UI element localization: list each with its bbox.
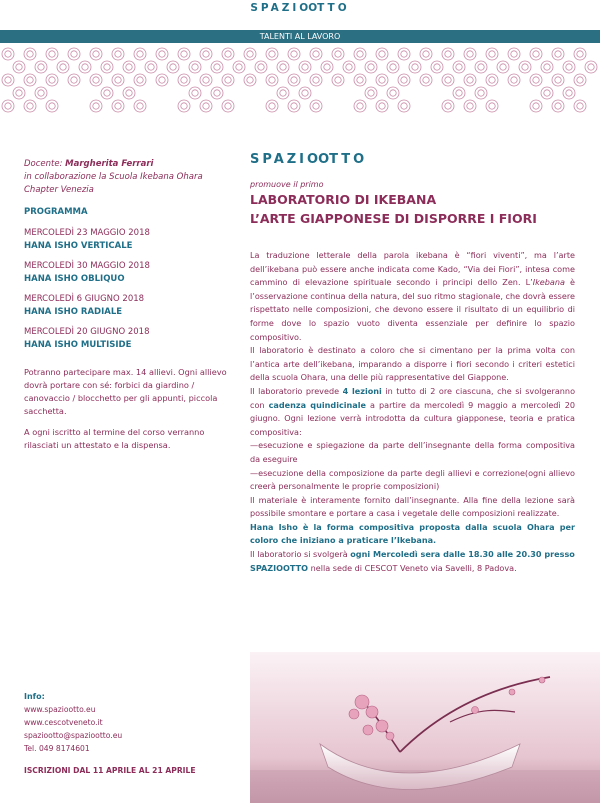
brand-text-a: SPAZI	[250, 2, 300, 14]
paragraph-1: La traduzione letterale della parola ikebana è “fiori viventi”, ma l’arte dell’ikebana può essere anche indicata come Kado, “Via dei Fiori”, intesa come cammino di elevazione spirituale secondo i principi dello Zen. L’Ikebana è l’osservazione continua della natura, del suo ritmo stagionale, che dovrà essere rispettato nelle composizioni, che devono essere il risultato di un equilibrio di forme dove lo spazio vuoto diventa essenziale per definire lo spazio compositivo.	[250, 250, 575, 342]
pattern-circle	[398, 100, 410, 112]
collab-text: in collaborazione la Scuola Ikebana Ohara Chapter Venezia	[24, 172, 203, 195]
pattern-circle	[354, 74, 366, 86]
pattern-circle	[288, 100, 300, 112]
pattern-circle	[497, 61, 509, 73]
pattern-circle	[211, 87, 223, 99]
info-label: Info:	[24, 692, 45, 701]
certificate-note: A ogni iscritto al termine del corso verranno rilasciati un attestato e la dispensa.	[24, 427, 205, 450]
pattern-circle	[299, 61, 311, 73]
pattern-circle	[332, 74, 344, 86]
pattern-circle	[178, 100, 190, 112]
pattern-circle	[563, 87, 575, 99]
tagline-text: TALENTI AL LAVORO	[259, 32, 341, 41]
pattern-circle	[35, 61, 47, 73]
session-title: HANA ISHO VERTICALE	[24, 241, 133, 251]
pattern-circle	[79, 61, 91, 73]
pattern-circle	[2, 48, 14, 60]
pattern-circle	[57, 61, 69, 73]
pattern-circle	[46, 100, 58, 112]
pattern-circle	[420, 74, 432, 86]
phone-number: Tel. 049 8174601	[24, 744, 90, 753]
paragraph-3: Il laboratorio prevede 4 lezioni in tutto di 2 ore ciascuna, che si svolgeranno con cadenza quindicinale a partire da mercoledì 9 maggio a mercoledì 20 giugno. Ogni lezione verrà introdotta da cultura giapponese, teoria e pratica compositiva:	[250, 385, 576, 437]
docente-label: Docente:	[24, 159, 63, 169]
pattern-circle	[200, 48, 212, 60]
docente-name: Margherita Ferrari	[65, 159, 154, 169]
session-3	[24, 293, 234, 319]
pattern-circle	[365, 61, 377, 73]
pattern-circle	[266, 100, 278, 112]
pattern-circle	[442, 48, 454, 60]
pattern-circle	[112, 74, 124, 86]
pattern-circle	[288, 48, 300, 60]
pattern-circle	[101, 61, 113, 73]
main-title: LABORATORIO DI IKEBANA	[250, 192, 437, 207]
pattern-circle	[200, 100, 212, 112]
pattern-circle	[134, 74, 146, 86]
pattern-circle	[453, 87, 465, 99]
pattern-circle	[24, 74, 36, 86]
pattern-circle	[343, 61, 355, 73]
paragraph-7: Hana Isho è la forma compositiva proposta dalla scuola Ohara per coloro che iniziano a praticare l’Ikebana.	[250, 521, 575, 546]
pattern-circle	[464, 100, 476, 112]
session-title: HANA ISHO OBLIQUO	[24, 274, 125, 284]
pattern-circle	[211, 61, 223, 73]
pattern-circle	[376, 48, 388, 60]
pattern-circle	[486, 48, 498, 60]
pattern-circle	[68, 74, 80, 86]
pattern-circle	[354, 100, 366, 112]
pattern-circle	[475, 87, 487, 99]
pattern-circle	[112, 100, 124, 112]
left-column	[24, 158, 234, 460]
session-title: HANA ISHO MULTISIDE	[24, 340, 132, 350]
pattern-circle	[376, 100, 388, 112]
decorative-circle-pattern	[0, 44, 600, 120]
pattern-circle	[145, 61, 157, 73]
ikebana-photo	[250, 652, 600, 803]
body-text	[250, 249, 575, 575]
pattern-circle	[167, 61, 179, 73]
pattern-circle	[563, 61, 575, 73]
pattern-circle	[156, 48, 168, 60]
pattern-circle	[574, 48, 586, 60]
pattern-circle	[552, 74, 564, 86]
pattern-circle	[530, 100, 542, 112]
pattern-circle	[321, 61, 333, 73]
session-title: HANA ISHO RADIALE	[24, 307, 123, 317]
pattern-circle	[222, 74, 234, 86]
pattern-circle	[475, 61, 487, 73]
pattern-circle	[585, 61, 597, 73]
pattern-circle	[244, 48, 256, 60]
pattern-circle	[574, 100, 586, 112]
pattern-circle	[442, 74, 454, 86]
session-date: MERCOLEDÌ 6 GIUGNO 2018	[24, 294, 145, 304]
pattern-circle	[123, 61, 135, 73]
email-link[interactable]: spaziootto@spaziootto.eu	[24, 731, 123, 740]
pattern-circle	[35, 87, 47, 99]
paragraph-8: Il laboratorio si svolgerà ogni Mercoledì sera dalle 18.30 alle 20.30 presso SPAZIOOTTO nella sede di CESCOT Veneto via Savelli, 8 Padova.	[250, 549, 575, 573]
pattern-circle	[486, 100, 498, 112]
logo-infinity: OO	[307, 152, 330, 167]
logo-text-b: TTO	[329, 152, 368, 167]
pattern-circle	[189, 61, 201, 73]
paragraph-6: Il materiale è interamente fornito dall’insegnante. Alla fine della lezione sarà possibile smontare e portare a casa i vegetale delle composizioni realizzate.	[250, 494, 575, 519]
pattern-circle	[46, 74, 58, 86]
brand-infinity: OO	[299, 2, 318, 14]
pattern-circle	[398, 74, 410, 86]
pattern-circle	[24, 100, 36, 112]
session-4	[24, 326, 234, 352]
pattern-circle	[46, 48, 58, 60]
pattern-circle	[200, 74, 212, 86]
brand-text-b: TTO	[317, 2, 350, 14]
pattern-circle	[332, 48, 344, 60]
pattern-circle	[519, 61, 531, 73]
pattern-circle	[222, 48, 234, 60]
pattern-circle	[277, 87, 289, 99]
pattern-circle	[365, 87, 377, 99]
right-column	[250, 152, 575, 575]
pattern-circle	[90, 74, 102, 86]
participation-note: Potranno partecipare max. 14 allievi. Ogni allievo dovrà portare con sé: forbici da giardino / canovaccio / blocchetto per gli appunti, piccola sacchetta.	[24, 367, 227, 416]
pattern-circle	[123, 87, 135, 99]
pattern-circle	[266, 74, 278, 86]
pattern-circle	[90, 48, 102, 60]
pattern-circle	[134, 100, 146, 112]
pattern-circle	[178, 74, 190, 86]
pattern-circle	[24, 48, 36, 60]
pattern-circle	[299, 87, 311, 99]
pattern-circle	[552, 48, 564, 60]
pattern-circle	[2, 74, 14, 86]
pattern-circle	[376, 74, 388, 86]
spaziootto-logo	[250, 152, 575, 167]
pattern-circle	[222, 100, 234, 112]
pattern-circle	[156, 74, 168, 86]
pattern-circle	[255, 61, 267, 73]
pattern-circle	[442, 100, 454, 112]
pattern-circle	[68, 48, 80, 60]
pattern-circle	[101, 87, 113, 99]
pattern-circle	[178, 48, 190, 60]
subtitle: L’ARTE GIAPPONESE DI DISPORRE I FIORI	[250, 211, 537, 226]
pattern-circle	[13, 87, 25, 99]
pattern-circle	[90, 100, 102, 112]
pattern-circle	[310, 74, 322, 86]
paragraph-4: —esecuzione e spiegazione da parte dell’insegnante della forma compositiva da eseguire	[250, 440, 575, 464]
pattern-circle	[189, 87, 201, 99]
pattern-circle	[2, 100, 14, 112]
header-brand	[0, 2, 600, 14]
pattern-circle	[288, 74, 300, 86]
pattern-circle	[453, 61, 465, 73]
docente-block	[24, 158, 234, 197]
pattern-circle	[233, 61, 245, 73]
pattern-circle	[354, 48, 366, 60]
promuove-text: promuove il primo	[250, 180, 324, 189]
logo-text-a: SPAZI	[250, 152, 308, 167]
pattern-circle	[486, 74, 498, 86]
pattern-circle	[541, 61, 553, 73]
pattern-circle	[464, 74, 476, 86]
pattern-circle	[310, 100, 322, 112]
session-date: MERCOLEDÌ 30 MAGGIO 2018	[24, 261, 150, 271]
paragraph-5: —esecuzione della composizione da parte degli allievi e correzione(ogni allievo creerà personalmente le proprie composizioni)	[250, 467, 575, 492]
pattern-circle	[13, 61, 25, 73]
iscrizioni-dates: ISCRIZIONI DAL 11 APRILE AL 21 APRILE	[24, 766, 196, 775]
pattern-circle	[552, 100, 564, 112]
pattern-circle	[530, 74, 542, 86]
pattern-circle	[387, 87, 399, 99]
tagline-band	[0, 30, 600, 43]
pattern-circle	[112, 48, 124, 60]
session-date: MERCOLEDÌ 23 MAGGIO 2018	[24, 228, 150, 238]
link-spaziootto[interactable]: www.spaziootto.eu	[24, 705, 96, 714]
pattern-circle	[574, 74, 586, 86]
pattern-circle	[134, 48, 146, 60]
pattern-circle	[409, 61, 421, 73]
pattern-circle	[244, 74, 256, 86]
pattern-circle	[387, 61, 399, 73]
pattern-circle	[420, 48, 432, 60]
session-1	[24, 227, 234, 253]
paragraph-2: Il laboratorio è destinato a coloro che si cimentano per la prima volta con l’antica arte dell’ikebana, imparando a disporre i fiori secondo i criteri estetici della scuola Ohara, una delle più rappresentative del Giappone.	[250, 345, 575, 383]
pattern-circle	[266, 48, 278, 60]
pattern-circle	[530, 48, 542, 60]
programma-heading: PROGRAMMA	[24, 207, 88, 217]
pattern-circle	[508, 48, 520, 60]
session-date: MERCOLEDÌ 20 GIUGNO 2018	[24, 327, 150, 337]
pattern-circle	[431, 61, 443, 73]
pattern-circle	[464, 48, 476, 60]
pattern-circle	[541, 87, 553, 99]
link-cescot[interactable]: www.cescotveneto.it	[24, 718, 103, 727]
session-2	[24, 260, 234, 286]
pattern-circle	[508, 74, 520, 86]
pattern-circle	[398, 48, 410, 60]
pattern-circle	[310, 48, 322, 60]
info-block	[24, 690, 234, 755]
pattern-circle	[277, 61, 289, 73]
